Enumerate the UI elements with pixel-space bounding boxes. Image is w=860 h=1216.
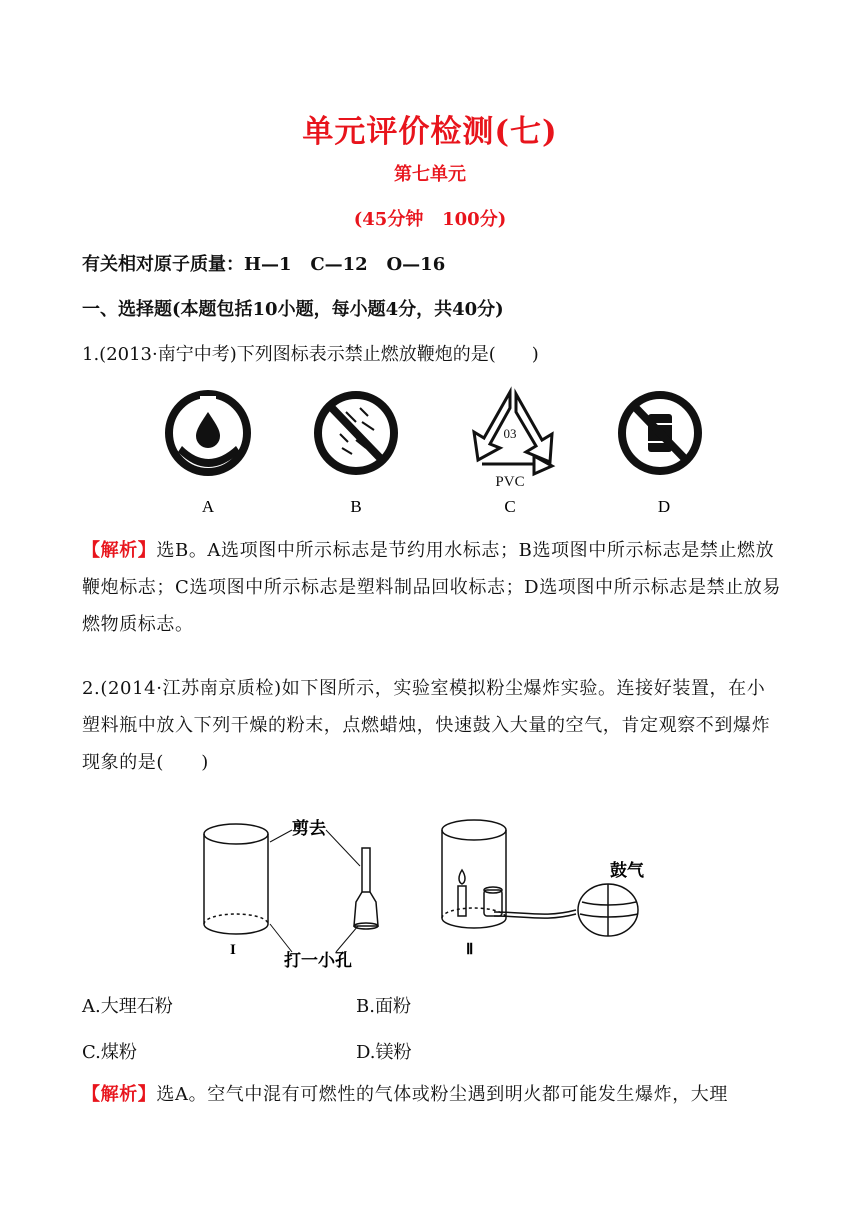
no-flammables-icon <box>622 395 698 471</box>
option-label-d: D <box>657 497 671 516</box>
option-label-c: C <box>504 497 516 516</box>
page-title: 单元评价检测(七) <box>302 114 558 150</box>
recycle-pvc-icon <box>474 392 552 490</box>
analysis-tag: 【解析】 <box>82 540 157 561</box>
option-label-b: B <box>350 497 362 516</box>
water-saving-icon <box>169 394 247 472</box>
question-1-figure <box>160 386 720 518</box>
label-hole: 打一小孔 <box>284 951 352 970</box>
analysis-text: 选B。A选项图中所示标志是节约用水标志；B选项图中所示标志是禁止燃放鞭炮标志；C选项图中所示标志是塑料制品回收标志；D选项图中所示标志是禁止放易燃物质标志。 <box>82 540 781 635</box>
option-a: A.大理石粉 <box>82 996 173 1017</box>
section-heading: 一、选择题(本题包括10小题，每小题4分，共40分) <box>82 299 504 320</box>
recycle-text: PVC <box>495 474 525 490</box>
option-c: C.煤粉 <box>82 1042 137 1063</box>
plastic-bottle-icon <box>204 824 268 934</box>
label-cut: 剪去 <box>292 819 326 838</box>
question-2-analysis <box>82 1076 782 1113</box>
option-d: D.镁粉 <box>356 1042 412 1063</box>
label-roman-2: Ⅱ <box>466 942 474 958</box>
option-b: B.面粉 <box>356 996 411 1017</box>
air-bulb-icon <box>578 884 638 936</box>
question-2-stem: 2.(2014·江苏南京质检)如下图所示，实验室模拟粉尘爆炸实验。连接好装置，在小塑料瓶中放入下列干燥的粉末，点燃蜡烛，快速鼓入大量的空气，肯定观察不到爆炸现象的是( ) <box>82 678 771 773</box>
no-firecrackers-icon <box>318 395 394 471</box>
atomic-masses: 有关相对原子质量：H—1 C—12 O—16 <box>82 254 446 275</box>
apparatus-jar-icon <box>442 820 576 928</box>
question-2-figure <box>196 806 666 976</box>
analysis-tag: 【解析】 <box>82 1084 157 1105</box>
label-blow: 鼓气 <box>610 861 644 880</box>
time-score: (45分钟 100分) <box>353 209 507 230</box>
question-1-analysis <box>82 532 782 643</box>
label-roman-1: I <box>230 942 236 958</box>
question-1-stem: 1.(2013·南宁中考)下列图标表示禁止燃放鞭炮的是( ) <box>82 344 539 365</box>
recycle-code: 03 <box>503 426 517 441</box>
analysis-text: 选A。空气中混有可燃性的气体或粉尘遇到明火都可能发生爆炸，大理 <box>156 1084 729 1105</box>
unit-subtitle: 第七单元 <box>394 164 466 185</box>
small-bottle-icon <box>354 848 378 929</box>
option-label-a: A <box>201 497 215 516</box>
